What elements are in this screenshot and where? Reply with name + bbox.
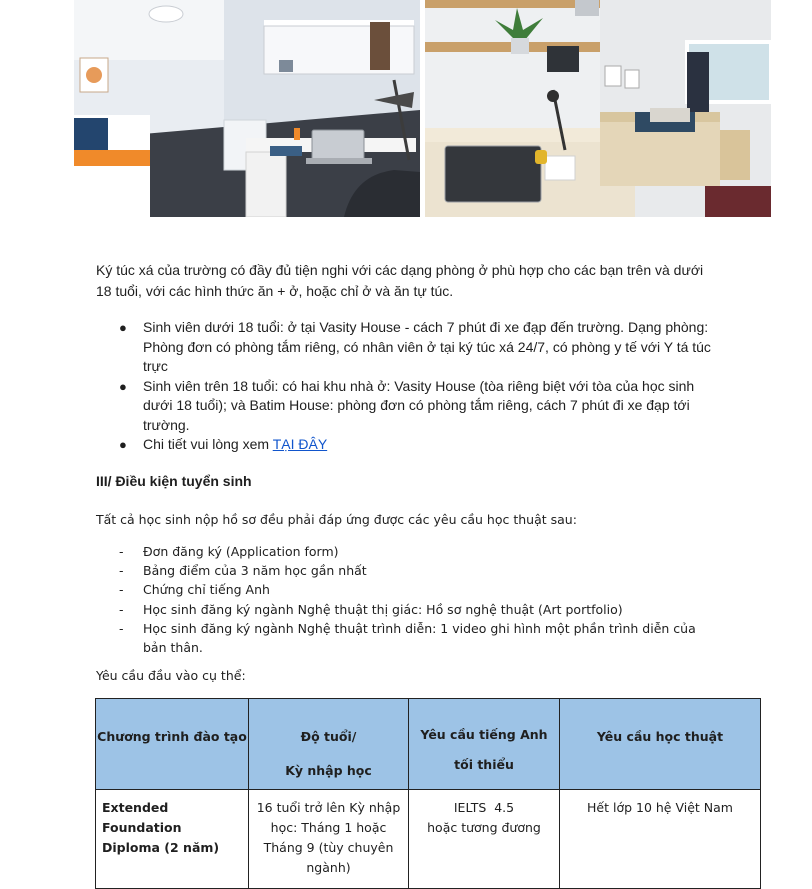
requirement-text: Học sinh đăng ký ngành Nghệ thuật trình diễn: 1 video ghi hình một phần trình diễn của bản thân. (143, 620, 696, 656)
header-english-line2: tối thiểu (454, 757, 514, 772)
bullet-dot: ● (119, 437, 127, 452)
dorm-photo-left (74, 0, 420, 217)
requirement-item (96, 542, 696, 561)
dash-marker: - (119, 601, 124, 617)
header-age-line1: Độ tuổi/ (300, 729, 357, 744)
entry-requirements-intro: Yêu cầu đầu vào cụ thể: (96, 668, 246, 683)
dorm-room-image-right (425, 0, 771, 217)
header-academic-text: Yêu cầu học thuật (596, 729, 724, 744)
dash-marker: - (119, 544, 124, 559)
dorm-photo-right (425, 0, 771, 217)
cell-academic: Hết lớp 10 hệ Việt Nam (560, 790, 761, 889)
bullet-dot: ● (119, 320, 127, 335)
details-link[interactable]: TẠI ĐÂY (272, 436, 328, 452)
header-age-text (249, 699, 408, 788)
requirement-item (96, 619, 696, 657)
header-age (249, 699, 409, 790)
bullet-text: Sinh viên trên 18 tuổi: có hai khu nhà ở: Vasity House (tòa riêng biệt với tòa của học sinh dưới 18 tuổi); và Batim House: phòng đơn có phòng tắm riêng, cách 7 phút đi xe đạp tới trường. (143, 377, 695, 433)
requirement-item (96, 561, 696, 580)
table-header-row (96, 699, 761, 790)
cell-program: Extended Foundation Diploma (2 năm) (96, 790, 249, 889)
entry-requirements-table (95, 698, 761, 889)
dorm-room-image-left (74, 0, 420, 217)
cell-age: 16 tuổi trở lên Kỳ nhập học: Tháng 1 hoặc Tháng 9 (tùy chuyên ngành) (249, 790, 409, 889)
requirements-list (96, 542, 696, 657)
header-program (96, 699, 249, 790)
accommodation-bullet-list (96, 318, 716, 455)
cell-english (409, 790, 560, 889)
bullet-under-18 (96, 318, 716, 377)
intro-paragraph: Ký túc xá của trường có đầy đủ tiện nghi với các dạng phòng ở phù hợp cho các bạn trên và dưới 18 tuổi, với các hình thức ăn + ở, hoặc chỉ ở và ăn tự túc. (96, 262, 704, 299)
bullet-details (96, 435, 716, 455)
requirements-intro: Tất cả học sinh nộp hồ sơ đều phải đáp ứng được các yêu cầu học thuật sau: (96, 512, 577, 527)
section-title: III/ Điều kiện tuyển sinh (96, 473, 252, 489)
bullet-dot: ● (119, 378, 127, 394)
cell-english-line2: hoặc tương đương (427, 820, 541, 835)
header-program-text: Chương trình đào tạo (97, 729, 247, 744)
requirement-text: Đơn đăng ký (Application form) (143, 544, 339, 559)
header-english (409, 699, 560, 790)
bullet-text: Sinh viên dưới 18 tuổi: ở tại Vasity House - cách 7 phút đi xe đạp đến trường. Dạng phòng: Phòng đơn có phòng tắm riêng, có nhân viên ở tại ký túc xá 24/7, có phòng y tế với Y tá túc trực (143, 319, 711, 374)
dash-marker: - (119, 563, 124, 579)
header-english-text (409, 699, 559, 780)
requirement-item (96, 600, 696, 619)
table-row (96, 790, 761, 889)
header-academic (560, 699, 761, 790)
details-prefix: Chi tiết vui lòng xem (143, 436, 273, 452)
requirement-item (96, 580, 696, 599)
cell-english-line1: IELTS 4.5 (453, 800, 515, 815)
dash-marker: - (119, 582, 124, 598)
requirement-text: Học sinh đăng ký ngành Nghệ thuật thị giác: Hồ sơ nghệ thuật (Art portfolio) (143, 601, 623, 617)
bullet-over-18 (96, 377, 716, 436)
dash-marker: - (119, 620, 124, 636)
header-english-line1: Yêu cầu tiếng Anh (420, 727, 548, 742)
requirement-text: Bảng điểm của 3 năm học gần nhất (143, 563, 367, 579)
header-age-line2: Kỳ nhập học (285, 763, 372, 778)
requirement-text: Chứng chỉ tiếng Anh (143, 582, 270, 598)
